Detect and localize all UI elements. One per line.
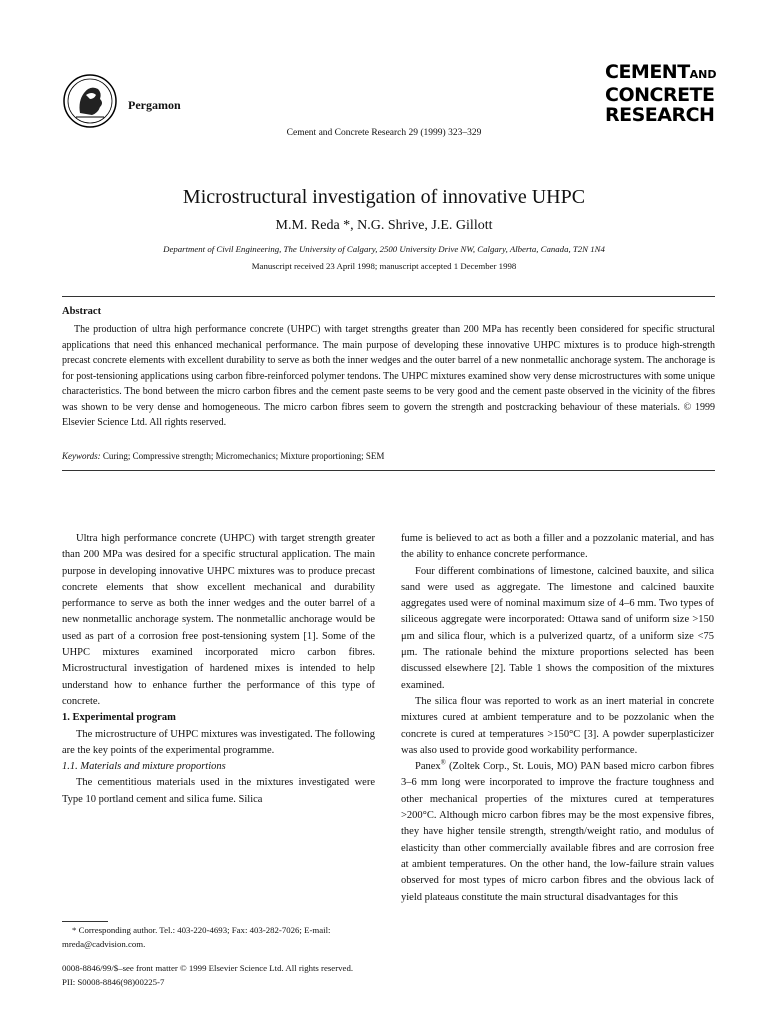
body-paragraph: Four different combinations of limestone, calcined bauxite, and silica sand were used as aggregate. The limestone and calcined bauxite aggregates used were of nominal maximum size of 4–6 mm. Two types of siliceous aggregate were incorporated: Ottawa sand of uniform size >150 μm and silica flour, which is a pulverized quartz, of a uniform size <75 μm. The rationale behind the mixture proportions selected has been discussed elsewhere [2]. Table 1 shows the composition of the mixtures examined. (401, 565, 714, 691)
abstract-bottom-rule (62, 470, 715, 471)
subsection-heading: 1.1. Materials and mixture proportions (62, 761, 226, 773)
issn-line: 0008-8846/99/$–see front matter © 1999 Elsevier Science Ltd. All rights reserved. (62, 963, 354, 973)
body-column-right (401, 531, 714, 906)
author-affiliation: Department of Civil Engineering, The University of Calgary, 2500 University Drive NW, Calgary, Alberta, Canada, T2N 1N4 (163, 244, 605, 254)
footnote-rule (62, 921, 108, 922)
keywords-label: Keywords: (62, 451, 101, 461)
corresponding-author-footnote: * Corresponding author. Tel.: 403-220-4693; Fax: 403-282-7026; E-mail: mreda@cadvision.com. (62, 925, 331, 949)
body-paragraph: The cementitious materials used in the mixtures investigated were Type 10 portland cement and silica fume. Silica (62, 777, 375, 805)
journal-logo (605, 62, 717, 125)
journal-logo-cement: CEMENT (605, 61, 690, 83)
article-title: Microstructural investigation of innovative UHPC (182, 186, 586, 208)
body-paragraph: The microstructure of UHPC mixtures was investigated. The following are the key points of the experimental programme. (62, 728, 375, 756)
journal-citation: Cement and Concrete Research 29 (1999) 323–329 (286, 128, 482, 138)
body-paragraph: Ultra high performance concrete (UHPC) with target strength greater than 200 MPa was desired for a specific structural application. The main purpose in developing innovative UHPC mixtures was to produce precast concrete elements that show excellent mechanical and durability performance to serve as both the inner wedges and the outer barrel of a new nonmetallic anchorage system. The nonmetallic anchorage would be used as part of a corrosion free post-tensioning system [1]. Some of the UHPC mixtures examined incorporated micro carbon fibres. Microstructural investigation of hardened mixes is intended to help understand how to enhance further the performance of this type of concrete. (62, 533, 375, 707)
publisher-seal-logo (62, 73, 118, 129)
abstract-heading: Abstract (62, 306, 102, 317)
body-paragraph: The silica flour was reported to work as an inert material in concrete mixtures cured at ambient temperature and to be pozzolanic when the concrete is cured at temperatures >150°C [3]. A powder superplasticizer was also used to provide good workability performance. (401, 695, 714, 756)
abstract-text: The production of ultra high performance concrete (UHPC) with target strengths greater than 200 MPa has recently been considered for specific structural applications that need this enhanced mechanical performance. The main purpose of developing these innovative UHPC mixtures is to produce high-strength precast concrete elements with excellent durability to serve as both the inner wedges and the outer barrel of a new nonmetallic anchorage system. The anchorage is for post-tensioning applications using carbon fibre-reinforced polymer tendons. The UHPC mixtures examined show very dense microstructures with some unique characteristics. The bond between the micro carbon fibres and the cement paste seems to be very good and the cement paste observed in the vicinity of the fibres was shown to be very dense and homogeneous. The micro carbon fibres seem to govern the strength and postcracking behaviour of these materials. © 1999 Elsevier Science Ltd. All rights reserved. (62, 324, 715, 428)
manuscript-dates: Manuscript received 23 April 1998; manuscript accepted 1 December 1998 (251, 261, 517, 271)
body-paragraph-text: (Zoltek Corp., St. Louis, MO) PAN based micro carbon fibres 3–6 mm long were incorporated to improve the fracture toughness and other mechanical properties of the mixtures cured at temperatures >200°C. Although micro carbon fibres may be the most expensive fibres, they have higher tensile strength, strength/weight ratio, and modulus of elasticity than other commercially available fibres and are corrosion free at ambient temperatures. On the other hand, the low-failure strain values observed for most types of micro carbon fibres and the obvious lack of yield plateaus constitute the main structural disadvantages for this (401, 761, 714, 903)
keywords-list: Curing; Compressive strength; Micromechanics; Mixture proportioning; SEM (102, 451, 385, 461)
body-paragraph: fume is believed to act as both a filler and a pozzolanic material, and has the ability to enhance concrete performance. (401, 533, 714, 561)
body-column-left (62, 531, 375, 808)
front-matter-info (62, 961, 353, 989)
registered-mark: ® (440, 759, 446, 767)
section-heading: 1. Experimental program (62, 712, 176, 724)
brand-name: Panex (415, 761, 441, 773)
article-authors: M.M. Reda *, N.G. Shrive, J.E. Gillott (275, 218, 493, 233)
body-paragraph (401, 759, 714, 906)
abstract-top-rule (62, 296, 715, 297)
pii-line: PII: S0008-8846(98)00225-7 (62, 977, 165, 987)
journal-logo-and: AND (689, 68, 717, 81)
journal-logo-concrete: CONCRETE (605, 84, 715, 106)
publisher-name: Pergamon (128, 98, 181, 112)
journal-logo-research: RESEARCH (605, 104, 715, 126)
keywords (62, 451, 715, 461)
